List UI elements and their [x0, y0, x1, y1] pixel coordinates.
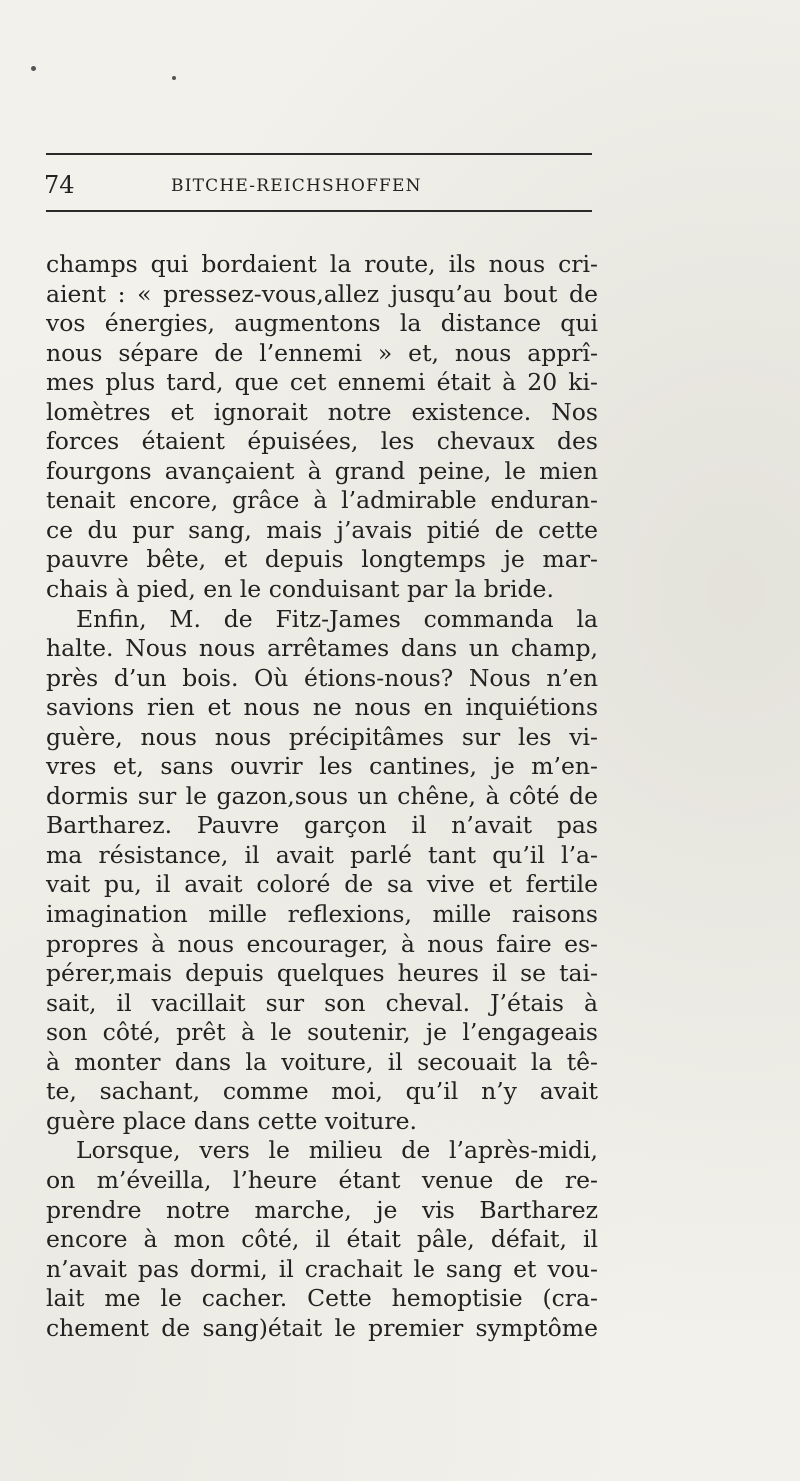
running-head: BITCHE-REICHSHOFFEN: [171, 176, 422, 196]
text-line: savions rien et nous ne nous en inquiétions: [46, 693, 598, 722]
text-line: Enfin, M. de Fitz-James commanda la: [76, 604, 598, 633]
text-line: champs qui bordaient la route, ils nous cri-: [46, 250, 598, 278]
text-line: près d’un bois. Où étions-nous? Nous n’en: [46, 663, 598, 692]
text-line: on m’éveilla, l’heure étant venue de re-: [46, 1165, 598, 1194]
text-line: ce du pur sang, mais j’avais pitié de cette: [46, 515, 598, 544]
text-line: Lorsque, vers le milieu de l’après-midi,: [76, 1136, 598, 1165]
text-line: imagination mille reflexions, mille raisons: [46, 900, 598, 929]
text-line: chais à pied, en le conduisant par la bride.: [46, 575, 554, 604]
text-line: vait pu, il avait coloré de sa vive et fertile: [46, 870, 598, 899]
text-line: propres à nous encourager, à nous faire es-: [46, 929, 598, 958]
text-line: n’avait pas dormi, il crachait le sang et vou-: [46, 1254, 598, 1283]
text-line: vres et, sans ouvrir les cantines, je m’en-: [46, 752, 598, 781]
text-line: aient : « pressez-vous,allez jusqu’au bout de: [46, 279, 598, 308]
header-rule-top: [46, 153, 592, 155]
text-line: encore à mon côté, il était pâle, défait, il: [46, 1225, 598, 1254]
text-line: nous sépare de l’ennemi » et, nous apprî-: [46, 338, 598, 367]
page-number: 74: [44, 171, 75, 199]
text-line: mes plus tard, que cet ennemi était à 20 ki-: [46, 368, 598, 397]
text-line: vos énergies, augmentons la distance qui: [46, 309, 598, 338]
text-line: son côté, prêt à le soutenir, je l’engageais: [46, 1018, 598, 1047]
text-line: ma résistance, il avait parlé tant qu’il l’a-: [46, 840, 598, 869]
header-rule-bottom: [46, 210, 592, 212]
text-line: forces étaient épuisées, les chevaux des: [46, 427, 598, 456]
text-line: pauvre bête, et depuis longtemps je mar-: [46, 545, 598, 574]
text-line: te, sachant, comme moi, qu’il n’y avait: [46, 1077, 598, 1106]
text-line: guère, nous nous précipitâmes sur les vi-: [46, 722, 598, 751]
text-line: dormis sur le gazon,sous un chêne, à côté de: [46, 781, 598, 810]
text-line: prendre notre marche, je vis Bartharez: [46, 1195, 598, 1224]
text-line: tenait encore, grâce à l’admirable enduran-: [46, 486, 598, 515]
text-line: sait, il vacillait sur son cheval. J’étais à: [46, 988, 598, 1017]
body-text: [46, 250, 598, 1343]
text-line: chement de sang)était le premier symptôme: [46, 1313, 598, 1342]
text-line: fourgons avançaient à grand peine, le mien: [46, 456, 598, 485]
text-line: guère place dans cette voiture.: [46, 1106, 417, 1135]
text-line: lait me le cacher. Cette hemoptisie (cra-: [46, 1284, 598, 1313]
speck-mark: [172, 76, 176, 80]
text-line: à monter dans la voiture, il secouait la tê-: [46, 1047, 598, 1076]
text-line: halte. Nous nous arrêtames dans un champ,: [46, 634, 598, 663]
text-line: lomètres et ignorait notre existence. Nos: [46, 397, 598, 426]
speck-mark: [31, 66, 36, 71]
text-line: Bartharez. Pauvre garçon il n’avait pas: [46, 811, 598, 840]
text-line: pérer,mais depuis quelques heures il se tai-: [46, 959, 598, 988]
